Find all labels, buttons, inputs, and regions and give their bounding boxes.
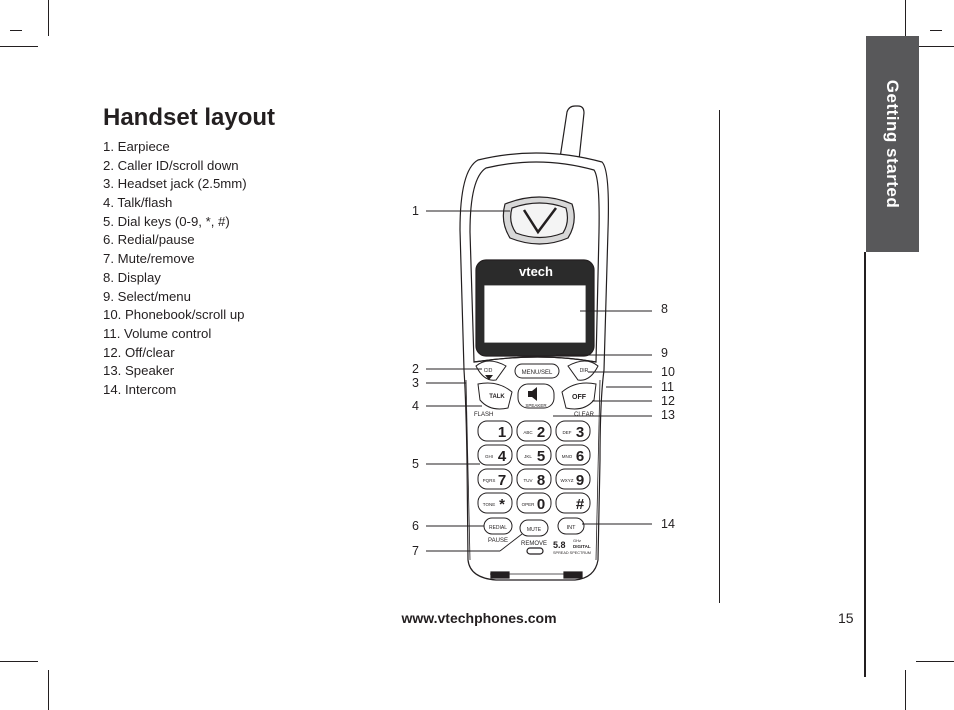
dial-key-digit: 3 [575,424,585,441]
list-item: 14. Intercom [103,381,177,397]
dial-key-letters: TUV [523,478,533,483]
off-label: OFF [572,394,586,401]
dial-key-digit: 0 [536,496,546,513]
list-item: 3. Headset jack (2.5mm) [103,176,247,192]
callout-number: 12 [661,394,675,408]
callout-number: 6 [412,519,419,533]
dial-key-letters: PQRS [482,478,496,483]
mute-label: MUTE [526,527,542,533]
dial-key[interactable] [556,493,590,513]
callout-number: 14 [661,517,675,531]
dial-key[interactable] [478,445,512,465]
brand-logo: vtech [519,264,553,279]
footer-url [0,610,954,626]
menu-select-label: MENU/SEL [521,370,553,376]
callout-number: 10 [661,365,675,379]
list-item: 5. Dial keys (0-9, *, #) [103,213,230,229]
dial-key[interactable] [478,421,512,441]
dial-key-letters: ABC [523,430,533,435]
page-number: 15 [838,610,854,626]
flash-label: FLASH [474,412,494,418]
band-label: 5.8 [553,540,566,550]
dial-key[interactable] [517,469,551,489]
dial-key-digit: 5 [536,448,546,465]
callout-number: 8 [661,302,668,316]
dial-key-digit: # [575,496,585,513]
antenna [560,106,584,160]
speaker-label: SPEAKER [525,403,547,408]
clear-label: CLEAR [574,412,595,418]
list-item: 4. Talk/flash [103,195,173,211]
callout-number: 3 [412,376,419,390]
dial-key-digit: 6 [575,448,585,465]
redial-label: REDIAL [488,525,508,531]
callout-number: 4 [412,399,419,413]
pause-label: PAUSE [488,538,508,544]
dial-key-letters: TONE [482,502,496,507]
list-item: 13. Speaker [103,363,175,379]
callout-number: 13 [661,408,675,422]
list-item: 6. Redial/pause [103,232,195,248]
caller-id-label: CID [483,368,493,374]
callout-number: 11 [661,380,674,394]
page-title: Handset layout [103,104,276,131]
dial-key-digit: 8 [536,472,546,489]
footer-url-text[interactable]: www.vtechphones.com [401,610,557,626]
display [485,286,585,342]
list-item: 2. Caller ID/scroll down [103,157,239,173]
dial-key-letters: GHI [484,454,494,459]
dial-key-digit: 4 [497,448,507,465]
list-item: 7. Mute/remove [103,251,195,267]
dial-key-letters: DEF [562,430,572,435]
intercom-label: INT [566,525,576,531]
digital-label: DIGITAL [573,544,591,549]
section-tab-label: Getting started [883,79,902,209]
list-item: 8. Display [103,269,161,285]
dial-key-digit: 2 [536,424,546,441]
dial-key-digit: 7 [497,472,507,489]
list-item: 1. Earpiece [103,139,170,154]
remove-label: REMOVE [520,541,548,547]
callout-number: 2 [412,362,419,376]
dial-key-letters: MNO [561,454,573,459]
ghz-label: GHz [573,538,581,543]
callout-number: 1 [412,204,419,218]
list-item: 10. Phonebook/scroll up [103,307,245,323]
callout-number: 5 [412,457,419,471]
spread-spectrum-label: SPREAD SPECTRUM [553,551,591,555]
phonebook-label: DIR [579,368,589,374]
talk-label: TALK [489,394,505,400]
dial-key-letters: JKL [524,454,532,459]
dial-key[interactable] [556,421,590,441]
dial-key-letters: OPER [521,502,535,507]
dial-key[interactable] [517,421,551,441]
callout-number: 9 [661,346,668,360]
list-item: 9. Select/menu [103,288,191,304]
dial-key-letters: WXYZ [560,478,574,483]
callout-number: 7 [412,544,419,558]
list-item: 11. Volume control [103,325,212,341]
dial-key-digit: 9 [575,472,585,489]
dial-key-digit: 1 [497,424,507,441]
dial-key-digit: * [499,496,505,513]
list-item: 12. Off/clear [103,344,175,360]
dial-key[interactable] [517,445,551,465]
